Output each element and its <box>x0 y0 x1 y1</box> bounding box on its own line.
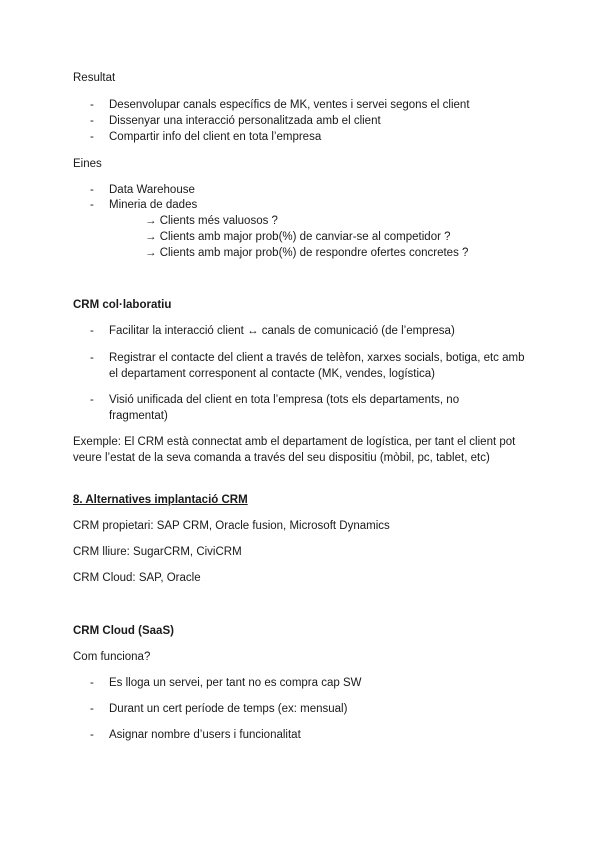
bullet-dash: - <box>90 352 94 364</box>
list-item-text: Durant un cert període de temps (ex: mensual) <box>109 703 348 715</box>
bullet-dash: - <box>90 325 94 337</box>
example-paragraph: Exemple: El CRM està connectat amb el departament de logística, per tant el client pot veure l’estat de la seva comanda a través del seu dispositiu (mòbil, pc, tablet, etc) <box>73 436 516 464</box>
bullet-dash: - <box>90 394 94 406</box>
list-item-text: Mineria de dades <box>109 199 198 211</box>
bullet-dash: - <box>90 677 94 689</box>
sub-item: → Clients amb major prob(%) de respondre ofertes concretes ? <box>145 247 469 259</box>
bullet-dash: - <box>90 184 94 196</box>
crm-cloud-question: Com funciona? <box>73 651 151 663</box>
bullet-dash: - <box>90 729 94 741</box>
bullet-dash: - <box>90 131 94 143</box>
alternatives-heading: 8. Alternatives implantació CRM <box>73 494 248 506</box>
sub-item: → Clients amb major prob(%) de canviar-se al competidor ? <box>145 231 451 243</box>
list-item-text: Facilitar la interacció client ↔ canals de comunicació (de l’empresa) <box>109 325 455 337</box>
resultat-heading: Resultat <box>73 72 116 84</box>
list-item-text: Registrar el contacte del client a través de telèfon, xarxes socials, botiga, etc amb el departament corresponent al contacte (MK, vendes, logística) <box>109 352 525 380</box>
crm-colaboratiu-heading: CRM col·laboratiu <box>73 299 172 311</box>
list-item-text: Desenvolupar canals específics de MK, ventes i servei segons el client <box>109 99 470 111</box>
list-item-text: Data Warehouse <box>109 184 195 196</box>
crm-cloud-heading: CRM Cloud (SaaS) <box>73 625 174 637</box>
bullet-dash: - <box>90 703 94 715</box>
bullet-dash: - <box>90 115 94 127</box>
list-item-text: Dissenyar una interacció personalitzada amb el client <box>109 115 381 127</box>
eines-heading: Eines <box>73 158 102 170</box>
list-item-text: Compartir info del client en tota l’empresa <box>109 131 322 143</box>
alternatives-line: CRM propietari: SAP CRM, Oracle fusion, Microsoft Dynamics <box>73 520 390 532</box>
list-item-text: Es lloga un servei, per tant no es compra cap SW <box>109 677 362 689</box>
alternatives-line: CRM lliure: SugarCRM, CiviCRM <box>73 546 242 558</box>
list-item-text: Visió unificada del client en tota l’empresa (tots els departaments, no fragmentat) <box>109 394 460 422</box>
alternatives-line: CRM Cloud: SAP, Oracle <box>73 572 201 584</box>
bullet-dash: - <box>90 99 94 111</box>
list-item-text: Asignar nombre d’users i funcionalitat <box>109 729 301 741</box>
bullet-dash: - <box>90 199 94 211</box>
sub-item: → Clients més valuosos ? <box>145 215 278 227</box>
